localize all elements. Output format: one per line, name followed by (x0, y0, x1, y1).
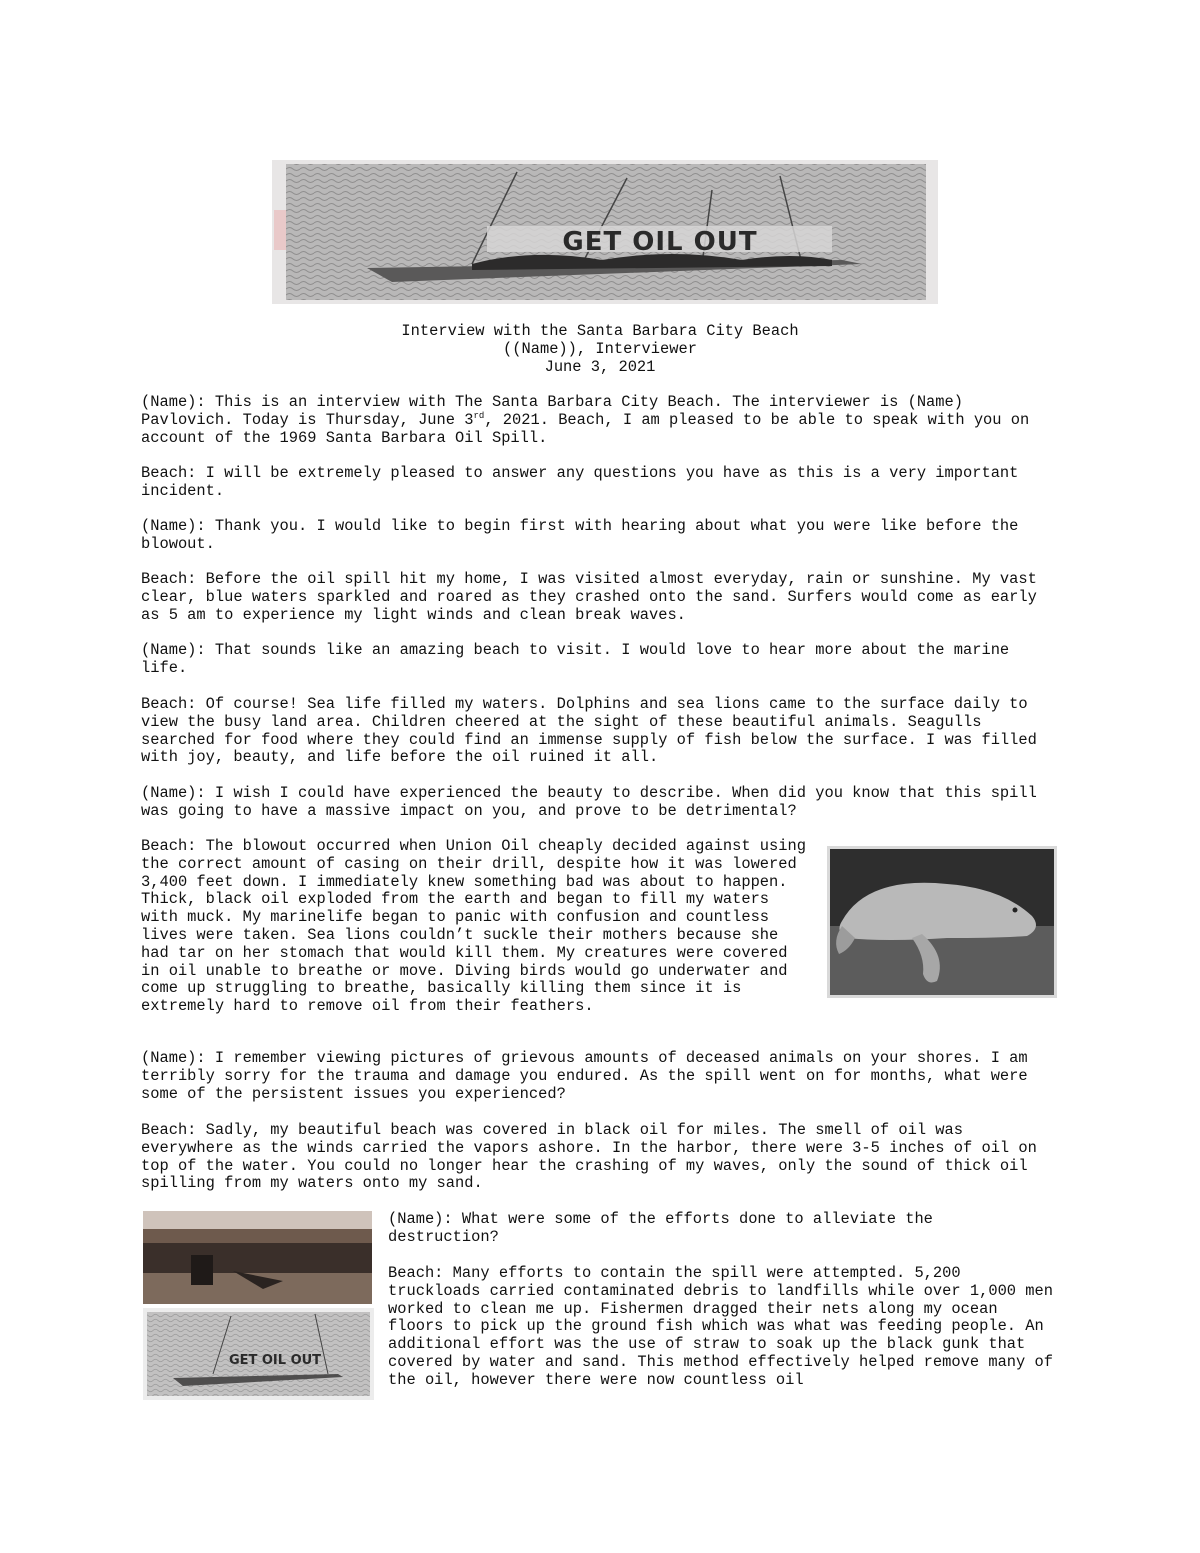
paragraph-question-issues: (Name): I remember viewing pictures of grievous amounts of deceased animals on your shores. I am terribly sorry for the trauma and damage you endured. As the spill went on for months, what were some of the persistent issues you experienced? (141, 1049, 1028, 1103)
paragraph-question-impact: (Name): I wish I could have experienced the beauty to describe. When did you know that this spill was going to have a massive impact on you, and prove to be detrimental? (141, 784, 1037, 820)
protest-boat-banner-photo (272, 160, 938, 304)
date-ordinal-suffix: rd (473, 410, 485, 421)
paragraph-beach-marine: Beach: Of course! Sea life filled my waters. Dolphins and sea lions came to the surface daily to view the busy land area. Children cheered at the sight of these beautiful animals. Seagulls searched for food where they could find an immense supply of fish below the surface. I was filled with joy, beauty, and life before the oil ruined it all. (141, 695, 1037, 767)
paragraph-intro (141, 394, 1061, 447)
paragraph-question-marine: (Name): That sounds like an amazing beach to visit. I would love to hear more about the marine life. (141, 641, 1010, 677)
paragraph-question-before: (Name): Thank you. I would like to begin first with hearing about what you were like before the blowout. (141, 517, 1019, 553)
paragraph-question-efforts: (Name): What were some of the efforts done to alleviate the destruction? (388, 1210, 933, 1246)
interviewer-line: ((Name)), Interviewer (503, 340, 697, 358)
boat-small-graphic (143, 1308, 374, 1400)
paragraph-beach-before: Beach: Before the oil spill hit my home, I was visited almost everyday, rain or sunshine. My vast clear, blue waters sparkled and roared as they crashed onto the sand. Surfers would come as early as 5 am to experience my light winds and clean break waves. (141, 570, 1037, 624)
paragraph-beach-blowout: Beach: The blowout occurred when Union Oil cheaply decided against using the correct amount of casing on their drill, despite how it was lowered 3,400 feet down. I immediately knew something bad was about to happen. Thick, black oil exploded from the earth and began to fill my waters with muck. My marinelife began to panic with confusion and countless lives were taken. Sea lions couldn’t suckle their mothers because she had tar on her stomach that would kill them. My creatures were covered in oil unable to breathe or move. Diving birds would go underwater and come up struggling to breathe, basically killing them since it is extremely hard to remove oil from their feathers. (141, 837, 806, 1016)
interview-title: Interview with the Santa Barbara City Beach (401, 322, 799, 340)
boat-banner-graphic (272, 160, 938, 304)
oiled-sea-lion-photo (827, 846, 1057, 998)
paragraph-beach-efforts: Beach: Many efforts to contain the spill were attempted. 5,200 truckloads carried contaminated debris to landfills while over 1,000 men worked to clean me up. Fishermen dragged their nets along my ocean floors to pick up the ground fish which was what was feeding people. An additional effort was the use of straw to soak up the black gunk that covered by water and sand. This method effectively helped remove many of the oil, however there were now countless oil (388, 1264, 1053, 1389)
small-sign-text: GET OIL OUT (228, 1353, 322, 1368)
paragraph-beach-issues: Beach: Sadly, my beautiful beach was covered in black oil for miles. The smell of oil was everywhere as the winds carried the vapors ashore. In the harbor, there were 3-5 inches of oil on top of the water. You could no longer hear the crashing of my waves, only the sound of thick oil spilling from my waters onto my sand. (141, 1121, 1037, 1193)
harbor-graphic (143, 1211, 372, 1304)
paragraph-intro-part1: (Name): This is an interview with The Santa Barbara City Beach. The interviewer is (Name) Pavlovich. Today is Thursday, June 3 (141, 393, 963, 429)
banner-sign-text: GET OIL OUT (562, 227, 758, 257)
oily-harbor-photo (143, 1211, 372, 1304)
paragraph-beach-reply-1: Beach: I will be extremely pleased to answer any questions you have as this is a very important incident. (141, 464, 1019, 500)
paragraph-intro-part2: , 2021. Beach, I am pleased to be able to speak with you on account of the 1969 Santa Barbara Oil Spill. (141, 410, 1030, 447)
sea-lion-graphic (827, 846, 1057, 998)
interview-date: June 3, 2021 (544, 358, 656, 376)
protest-boat-small-photo (143, 1308, 374, 1400)
